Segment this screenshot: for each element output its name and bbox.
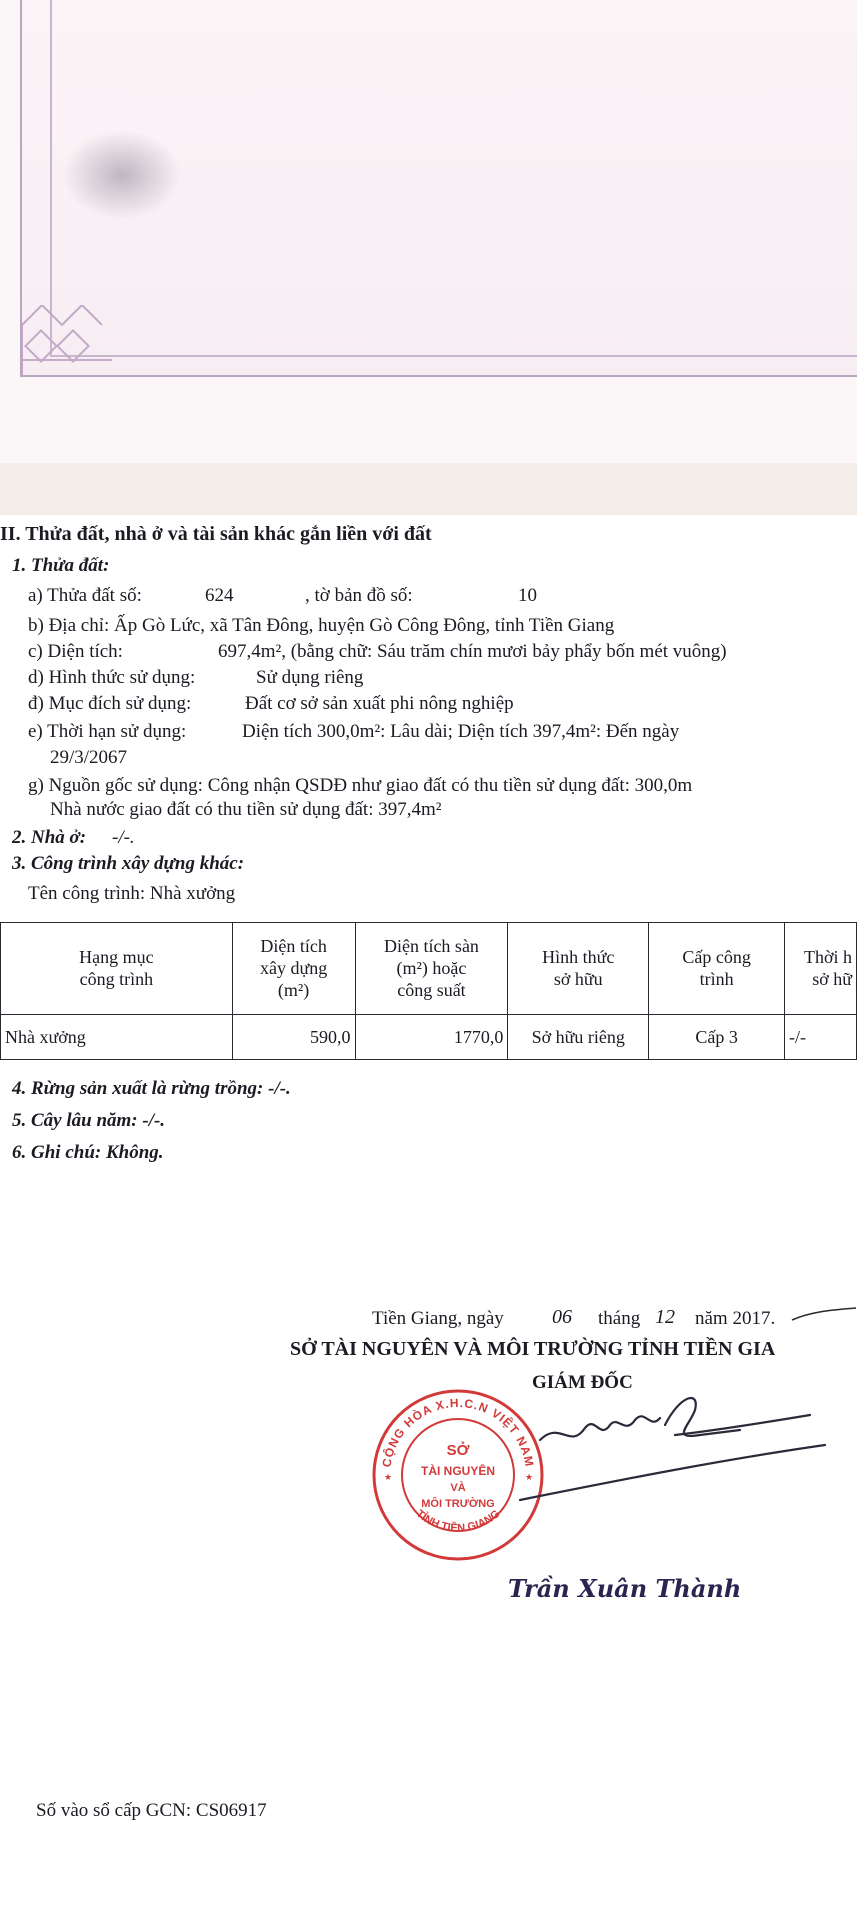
usage-form-label: d) Hình thức sử dụng: — [28, 667, 196, 688]
header-cell: Thời h sở hữ — [785, 923, 857, 1015]
header-cell: Diện tích sàn (m²) hoặc công suất — [355, 923, 508, 1015]
perennial-line: 5. Cây lâu năm: -/-. — [12, 1110, 166, 1131]
parcel-number-label: a) Thửa đất số: — [28, 585, 142, 606]
usage-purpose-label: đ) Mục đích sử dụng: — [28, 693, 192, 714]
house-heading: 2. Nhà ở: — [12, 827, 87, 848]
header-cell: Hình thức sở hữu — [508, 923, 649, 1015]
year-label: năm 2017. — [695, 1308, 776, 1329]
area-label: c) Diện tích: — [28, 641, 123, 662]
table-header-row — [1, 923, 857, 1015]
table-row — [1, 1014, 857, 1059]
construction-table — [0, 922, 857, 1060]
table-cell: Sở hữu riêng — [508, 1014, 649, 1059]
registry-number: Số vào sổ cấp GCN: CS06917 — [36, 1800, 267, 1821]
usage-term-label: e) Thời hạn sử dụng: — [28, 721, 187, 742]
section-title: II. Thửa đất, nhà ở và tài sản khác gắn liền với đất — [0, 523, 432, 545]
date-flourish-icon — [790, 1304, 857, 1326]
area-value: 697,4m², (bằng chữ: Sáu trăm chín mươi bảy phẩy bốn mét vuông) — [218, 641, 727, 662]
svg-text:★: ★ — [384, 1472, 393, 1482]
usage-term-value: Diện tích 300,0m²: Lâu dài; Diện tích 397,4m²: Đến ngày — [242, 721, 680, 742]
works-heading: 3. Công trình xây dựng khác: — [12, 853, 245, 874]
header-cell: Diện tích xây dựng (m²) — [232, 923, 355, 1015]
month-label: tháng — [598, 1308, 641, 1329]
usage-form-value: Sử dụng riêng — [256, 667, 364, 688]
border-inner-line — [50, 0, 52, 357]
director-signature-icon — [500, 1380, 830, 1530]
note-line: 6. Ghi chú: Không. — [12, 1142, 164, 1163]
header-cell: Hạng mục công trình — [1, 923, 233, 1015]
signer-name: Trần Xuân Thành — [508, 1574, 742, 1603]
house-value: -/-. — [112, 827, 135, 848]
blurred-mark — [62, 130, 182, 220]
table-cell: 1770,0 — [355, 1014, 508, 1059]
sign-month: 12 — [655, 1306, 675, 1328]
svg-text:MÔI TRƯỜNG: MÔI TRƯỜNG — [421, 1498, 495, 1510]
forest-line: 4. Rừng sản xuất là rừng trồng: -/-. — [12, 1078, 291, 1099]
table-cell: Nhà xưởng — [1, 1014, 233, 1059]
decorative-border — [20, 0, 857, 377]
certificate-page-2 — [0, 515, 857, 1911]
svg-text:CỘNG HÒA X.H.C.N VIỆT NAM: CỘNG HÒA X.H.C.N VIỆT NAM — [379, 1395, 537, 1469]
works-name-line: Tên công trình: Nhà xưởng — [28, 883, 236, 904]
svg-text:SỞ: SỞ — [446, 1442, 470, 1459]
svg-text:TÀI NGUYÊN: TÀI NGUYÊN — [420, 1464, 496, 1478]
table-cell: -/- — [785, 1014, 857, 1059]
svg-text:TỈNH TIỀN GIANG: TỈNH TIỀN GIANG — [413, 1507, 503, 1535]
parcel-heading: 1. Thửa đất: — [12, 555, 110, 576]
parcel-number-value: 624 — [205, 585, 234, 606]
map-sheet-value: 10 — [518, 585, 537, 606]
border-inner-bottom — [50, 355, 857, 357]
usage-purpose-value: Đất cơ sở sản xuất phi nông nghiệp — [245, 693, 514, 714]
place-date-prefix: Tiền Giang, ngày — [372, 1308, 504, 1329]
position-title: GIÁM ĐỐC — [532, 1372, 633, 1393]
svg-text:★: ★ — [525, 1472, 534, 1482]
sign-day: 06 — [552, 1306, 572, 1328]
usage-term-date: 29/3/2067 — [50, 747, 128, 768]
svg-text:VÀ: VÀ — [450, 1482, 466, 1494]
page-gap-band — [0, 463, 857, 515]
address-line: b) Địa chỉ: Ấp Gò Lức, xã Tân Đông, huyện Gò Công Đông, tỉnh Tiền Giang — [28, 615, 615, 636]
agency-name: SỞ TÀI NGUYÊN VÀ MÔI TRƯỜNG TỈNH TIỀN GIA — [290, 1338, 776, 1360]
origin-line-1: g) Nguồn gốc sử dụng: Công nhận QSDĐ như giao đất có thu tiền sử dụng đất: 300,0m — [28, 775, 693, 796]
corner-ornament-icon — [22, 305, 112, 375]
origin-line-2: Nhà nước giao đất có thu tiền sử dụng đất: 397,4m² — [50, 799, 442, 820]
certificate-previous-page — [0, 0, 857, 465]
table-cell: 590,0 — [232, 1014, 355, 1059]
table-cell: Cấp 3 — [649, 1014, 785, 1059]
map-sheet-label: , tờ bản đồ số: — [305, 585, 413, 606]
header-cell: Cấp công trình — [649, 923, 785, 1015]
